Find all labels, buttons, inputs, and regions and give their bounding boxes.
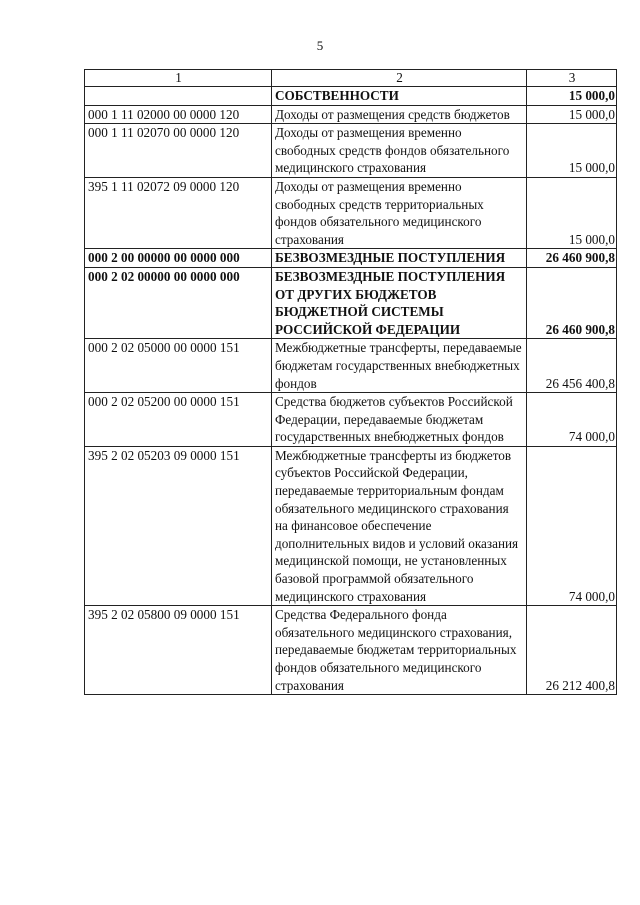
row-code: 000 2 02 05000 00 0000 151	[85, 339, 272, 393]
table-row	[85, 267, 617, 338]
table-row	[85, 339, 617, 393]
row-code	[85, 87, 272, 106]
row-amount: 15 000,0	[527, 87, 617, 106]
row-code: 395 2 02 05800 09 0000 151	[85, 606, 272, 695]
header-row	[85, 70, 617, 87]
row-name: Средства бюджетов субъектов Российской Федерации, передаваемые бюджетам государственных внебюджетных фондов	[272, 393, 527, 447]
table-row	[85, 105, 617, 124]
row-name: БЕЗВОЗМЕЗДНЫЕ ПОСТУПЛЕНИЯ	[272, 249, 527, 268]
row-code: 395 2 02 05203 09 0000 151	[85, 446, 272, 605]
table-row	[85, 87, 617, 106]
row-name: Средства Федерального фонда обязательного медицинского страхования, передаваемые бюджетам территориальных фондов обязательного медицинского страхования	[272, 606, 527, 695]
table-row	[85, 249, 617, 268]
row-name: БЕЗВОЗМЕЗДНЫЕ ПОСТУПЛЕНИЯ ОТ ДРУГИХ БЮДЖЕТОВ БЮДЖЕТНОЙ СИСТЕМЫ РОССИЙСКОЙ ФЕДЕРАЦИИ	[272, 267, 527, 338]
header-column-2: 2	[272, 70, 527, 87]
row-amount: 26 460 900,8	[527, 249, 617, 268]
row-amount: 26 456 400,8	[527, 339, 617, 393]
row-amount: 15 000,0	[527, 124, 617, 178]
row-amount: 74 000,0	[527, 393, 617, 447]
row-name: Межбюджетные трансферты, передаваемые бюджетам государственных внебюджетных фондов	[272, 339, 527, 393]
row-code: 000 2 02 05200 00 0000 151	[85, 393, 272, 447]
header-column-3: 3	[527, 70, 617, 87]
row-name: СОБСТВЕННОСТИ	[272, 87, 527, 106]
row-code: 000 2 00 00000 00 0000 000	[85, 249, 272, 268]
row-code: 000 1 11 02070 00 0000 120	[85, 124, 272, 178]
table-row	[85, 177, 617, 248]
row-code: 000 1 11 02000 00 0000 120	[85, 105, 272, 124]
row-amount: 15 000,0	[527, 105, 617, 124]
table-row	[85, 606, 617, 695]
table-row	[85, 446, 617, 605]
page-number: 5	[316, 38, 324, 53]
row-name: Межбюджетные трансферты из бюджетов субъектов Российской Федерации, передаваемые территориальным фондам обязательного медицинского страхования на финансовое обеспечение дополнительных видов и условий оказания медицинской помощи, не установленных базовой программой обязательного медицинского страхования	[272, 446, 527, 605]
row-amount: 26 460 900,8	[527, 267, 617, 338]
row-name: Доходы от размещения временно свободных средств территориальных фондов обязательного медицинского страхования	[272, 177, 527, 248]
header-column-1: 1	[85, 70, 272, 87]
budget-table	[84, 69, 617, 695]
row-name: Доходы от размещения средств бюджетов	[272, 105, 527, 124]
row-amount: 15 000,0	[527, 177, 617, 248]
row-name: Доходы от размещения временно свободных средств фондов обязательного медицинского страхования	[272, 124, 527, 178]
row-code: 395 1 11 02072 09 0000 120	[85, 177, 272, 248]
row-amount: 74 000,0	[527, 446, 617, 605]
table-row	[85, 124, 617, 178]
row-amount: 26 212 400,8	[527, 606, 617, 695]
row-code: 000 2 02 00000 00 0000 000	[85, 267, 272, 338]
table-row	[85, 393, 617, 447]
